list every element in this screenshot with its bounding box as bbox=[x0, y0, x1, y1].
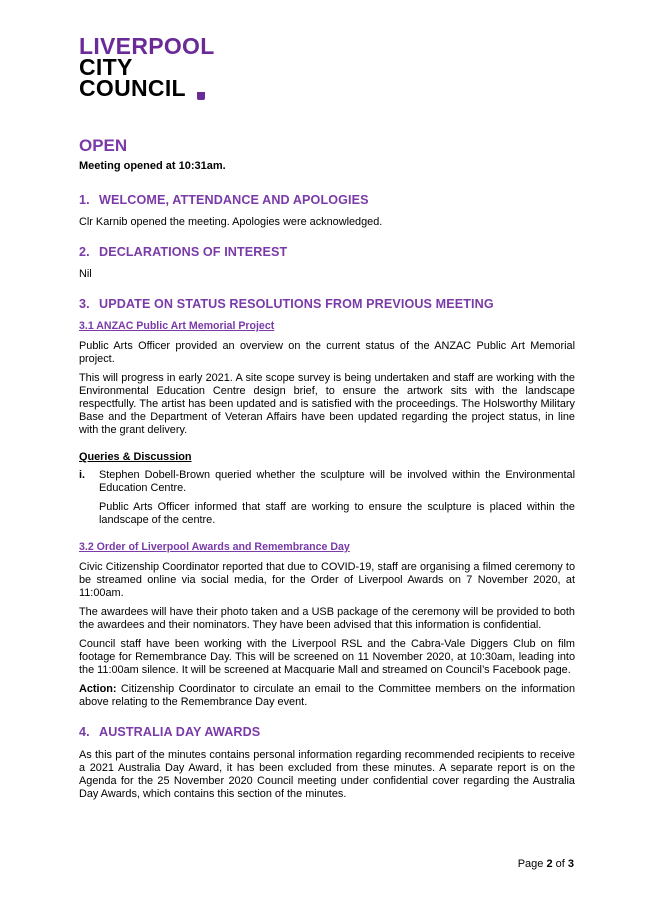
page-prefix: Page bbox=[517, 858, 547, 870]
section-body-declarations: Nil bbox=[79, 268, 92, 280]
section-title: UPDATE ON STATUS RESOLUTIONS FROM PREVIOUS MEETING bbox=[99, 297, 494, 311]
open-heading: OPEN bbox=[79, 136, 128, 155]
logo-line-city: CITY bbox=[79, 54, 133, 80]
page-number bbox=[518, 857, 574, 871]
section-body-australia-day: As this part of the minutes contains personal information regarding recommended recipients to receive a 2021 Australia Day Award, it has been excluded from these minutes. A separate report is on the Agenda for the 25 November 2020 Council meeting under confidential cover regarding the Australia Day Awards, which contains this section of the minutes. bbox=[79, 749, 575, 800]
subsection-heading-order-awards: 3.2 Order of Liverpool Awards and Remembrance Day bbox=[79, 541, 350, 553]
section-title: WELCOME, ATTENDANCE AND APOLOGIES bbox=[99, 193, 369, 207]
query-item bbox=[79, 469, 575, 527]
action-text: Citizenship Coordinator to circulate an email to the Committee members on the information above relating to the Remembrance Day event. bbox=[79, 683, 575, 708]
logo-line-liverpool: LIVERPOOL bbox=[79, 33, 215, 59]
subsection-heading-anzac: 3.1 ANZAC Public Art Memorial Project bbox=[79, 320, 275, 332]
query-marker: i. bbox=[79, 469, 86, 481]
liverpool-city-council-logo bbox=[79, 33, 215, 101]
awards-paragraph-1: Civic Citizenship Coordinator reported that due to COVID-19, staff are organising a filmed ceremony to be streamed online via social media, for the Order of Liverpool Awards on 7 November 2020, at 11:00am. bbox=[79, 561, 575, 599]
minutes-content bbox=[79, 136, 575, 801]
section-title: AUSTRALIA DAY AWARDS bbox=[99, 725, 261, 739]
logo-line-council: COUNCIL bbox=[79, 75, 186, 101]
section-heading-update-status bbox=[79, 296, 575, 312]
action-paragraph bbox=[79, 683, 575, 709]
awards-paragraph-2: The awardees will have their photo taken and a USB package of the ceremony will be provided to both the awardees and their nominators. They have been advised that this information is confidential. bbox=[79, 606, 575, 631]
section-heading-declarations bbox=[79, 244, 575, 260]
section-title: DECLARATIONS OF INTEREST bbox=[99, 245, 288, 259]
page-of: of bbox=[552, 858, 568, 870]
anzac-paragraph-2: This will progress in early 2021. A site scope survey is being undertaken and staff are working with the Environmental Education Centre design brief, to ensure the artwork sits with the landscape respectfully. The artist has been updated and is satisfied with the proceedings. The Holsworthy Military Base and the Department of Veteran Affairs have been updated regarding the project status, in line with the grant delivery. bbox=[79, 372, 575, 436]
action-label: Action: bbox=[79, 683, 117, 695]
current-page: 2 bbox=[546, 858, 553, 870]
queries-heading: Queries & Discussion bbox=[79, 451, 192, 463]
total-pages: 3 bbox=[567, 858, 574, 870]
query-answer: Public Arts Officer informed that staff are working to ensure the sculpture is placed within the landscape of the centre. bbox=[99, 501, 575, 526]
awards-paragraph-3: Council staff have been working with the Liverpool RSL and the Cabra-Vale Diggers Club on film footage for Remembrance Day. This will be screened on 11 November 2020, at 10:30am, leading into the 11:00am silence. It will be screened at Macquarie Mall and streamed on Council’s Facebook page. bbox=[79, 638, 575, 676]
anzac-paragraph-1: Public Arts Officer provided an overview on the current status of the ANZAC Public Art Memorial project. bbox=[79, 340, 575, 365]
section-number: 1. bbox=[79, 193, 90, 207]
query-question: Stephen Dobell-Brown queried whether the sculpture will be involved within the Environmental Education Centre. bbox=[99, 469, 575, 494]
section-number: 3. bbox=[79, 297, 90, 311]
meeting-opened-text: Meeting opened at 10:31am. bbox=[79, 160, 226, 172]
section-heading-welcome bbox=[79, 192, 575, 208]
section-number: 4. bbox=[79, 725, 90, 739]
section-number: 2. bbox=[79, 245, 90, 259]
logo-heart-icon bbox=[197, 92, 205, 100]
section-body-welcome: Clr Karnib opened the meeting. Apologies were acknowledged. bbox=[79, 216, 383, 228]
section-heading-australia-day bbox=[79, 724, 575, 740]
